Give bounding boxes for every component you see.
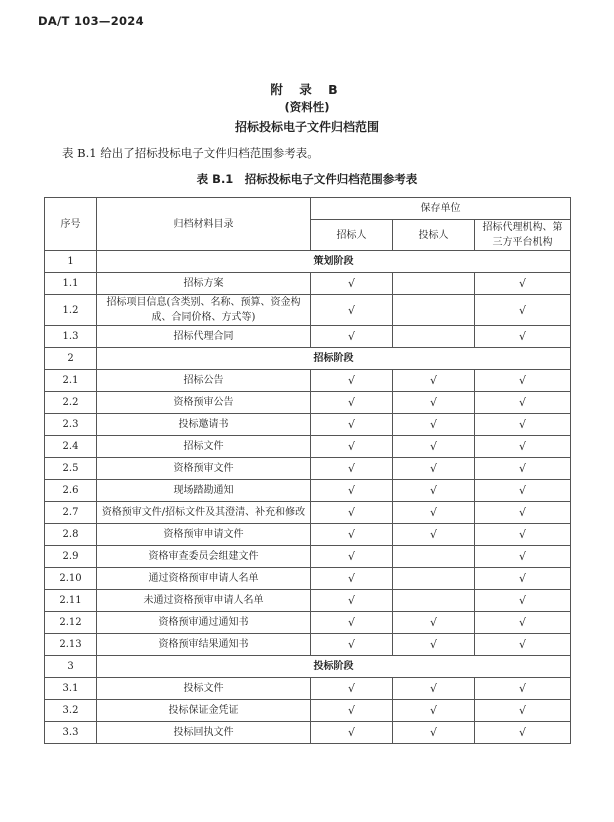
phase-row [45,251,571,273]
cell-bidder: √ [393,436,475,458]
cell-tenderer: √ [311,436,393,458]
cell-bidder: √ [393,370,475,392]
cell-agent: √ [475,568,571,590]
cell-tenderer: √ [311,678,393,700]
cell-tenderer: √ [311,273,393,295]
table-row [45,392,571,414]
row-number: 2.13 [45,634,97,656]
row-catalog-item: 投标文件 [97,678,311,700]
header-bidder: 投标人 [393,220,475,251]
cell-tenderer: √ [311,414,393,436]
table-row [45,295,571,326]
cell-bidder: √ [393,392,475,414]
table-caption: 表 B.1 招标投标电子文件归档范围参考表 [196,172,418,186]
cell-agent: √ [475,436,571,458]
cell-agent: √ [475,273,571,295]
cell-agent: √ [475,458,571,480]
row-catalog-item: 资格预审通过通知书 [97,612,311,634]
cell-agent: √ [475,634,571,656]
header-keep-unit: 保存单位 [311,198,571,220]
row-catalog-item: 资格预审结果通知书 [97,634,311,656]
cell-bidder: √ [393,480,475,502]
cell-tenderer: √ [311,634,393,656]
row-catalog-item: 招标项目信息(含类别、名称、预算、资金构成、合同价格、方式等) [97,295,311,326]
row-number: 2.12 [45,612,97,634]
row-catalog-item: 通过资格预审申请人名单 [97,568,311,590]
phase-name: 招标阶段 [97,348,571,370]
table-row [45,590,571,612]
row-catalog-item: 资格预审文件 [97,458,311,480]
row-catalog-item: 现场踏勘通知 [97,480,311,502]
cell-agent: √ [475,524,571,546]
row-number: 2.6 [45,480,97,502]
table-row [45,678,571,700]
phase-name: 投标阶段 [97,656,571,678]
row-number: 2.11 [45,590,97,612]
table-row [45,546,571,568]
cell-bidder [393,326,475,348]
cell-bidder [393,546,475,568]
standard-code: DA/T 103—2024 [38,14,144,28]
row-catalog-item: 未通过资格预审申请人名单 [97,590,311,612]
row-number: 2.9 [45,546,97,568]
cell-tenderer: √ [311,392,393,414]
row-catalog-item: 投标保证金凭证 [97,700,311,722]
table-row [45,273,571,295]
cell-bidder: √ [393,458,475,480]
cell-tenderer: √ [311,546,393,568]
cell-bidder: √ [393,678,475,700]
row-catalog-item: 资格预审公告 [97,392,311,414]
archive-scope-table [44,197,571,744]
cell-tenderer: √ [311,568,393,590]
header-seq: 序号 [45,198,97,251]
phase-number: 1 [45,251,97,273]
cell-agent: √ [475,502,571,524]
cell-tenderer: √ [311,480,393,502]
table-row [45,524,571,546]
table-row [45,568,571,590]
cell-bidder: √ [393,722,475,744]
cell-tenderer: √ [311,612,393,634]
row-catalog-item: 招标文件 [97,436,311,458]
cell-agent: √ [475,700,571,722]
phase-name: 策划阶段 [97,251,571,273]
row-catalog-item: 资格预审文件/招标文件及其澄清、补充和修改 [97,502,311,524]
cell-bidder [393,273,475,295]
table-row [45,414,571,436]
cell-tenderer: √ [311,590,393,612]
cell-bidder [393,295,475,326]
intro-text: 表 B.1 给出了招标投标电子文件归档范围参考表。 [62,146,319,160]
row-number: 3.1 [45,678,97,700]
row-number: 2.1 [45,370,97,392]
appendix-title: 附 录 B [270,82,344,97]
row-catalog-item: 招标公告 [97,370,311,392]
table-row [45,436,571,458]
cell-agent: √ [475,722,571,744]
cell-agent: √ [475,414,571,436]
phase-number: 2 [45,348,97,370]
cell-bidder [393,590,475,612]
table-row [45,502,571,524]
row-number: 1.3 [45,326,97,348]
cell-bidder: √ [393,524,475,546]
cell-tenderer: √ [311,370,393,392]
cell-agent: √ [475,678,571,700]
cell-agent: √ [475,480,571,502]
row-catalog-item: 招标方案 [97,273,311,295]
phase-row [45,348,571,370]
row-catalog-item: 资格审查委员会组建文件 [97,546,311,568]
row-number: 3.2 [45,700,97,722]
table-row [45,480,571,502]
cell-agent: √ [475,326,571,348]
phase-number: 3 [45,656,97,678]
cell-tenderer: √ [311,524,393,546]
table-row [45,326,571,348]
row-number: 2.2 [45,392,97,414]
row-number: 1.1 [45,273,97,295]
cell-bidder: √ [393,414,475,436]
cell-agent: √ [475,392,571,414]
row-number: 2.7 [45,502,97,524]
cell-agent: √ [475,612,571,634]
table-row [45,370,571,392]
cell-bidder: √ [393,700,475,722]
phase-row [45,656,571,678]
header-row-1 [45,198,571,220]
cell-tenderer: √ [311,295,393,326]
table-row [45,458,571,480]
cell-tenderer: √ [311,326,393,348]
cell-tenderer: √ [311,700,393,722]
cell-tenderer: √ [311,722,393,744]
row-catalog-item: 招标代理合同 [97,326,311,348]
row-catalog-item: 资格预审申请文件 [97,524,311,546]
row-number: 2.5 [45,458,97,480]
cell-bidder: √ [393,612,475,634]
table-row [45,700,571,722]
cell-bidder: √ [393,634,475,656]
cell-bidder: √ [393,502,475,524]
cell-tenderer: √ [311,458,393,480]
cell-agent: √ [475,295,571,326]
cell-agent: √ [475,370,571,392]
cell-agent: √ [475,546,571,568]
cell-bidder [393,568,475,590]
table-row [45,634,571,656]
row-number: 2.4 [45,436,97,458]
header-tenderer: 招标人 [311,220,393,251]
table-row [45,612,571,634]
row-number: 2.3 [45,414,97,436]
row-number: 2.8 [45,524,97,546]
header-agent: 招标代理机构、第三方平台机构 [475,220,571,251]
row-number: 2.10 [45,568,97,590]
row-catalog-item: 投标回执文件 [97,722,311,744]
row-catalog-item: 投标邀请书 [97,414,311,436]
cell-agent: √ [475,590,571,612]
appendix-name: 招标投标电子文件归档范围 [234,120,379,134]
cell-tenderer: √ [311,502,393,524]
row-number: 3.3 [45,722,97,744]
appendix-note: (资料性) [284,100,330,114]
table-row [45,722,571,744]
row-number: 1.2 [45,295,97,326]
header-catalog: 归档材料目录 [97,198,311,251]
